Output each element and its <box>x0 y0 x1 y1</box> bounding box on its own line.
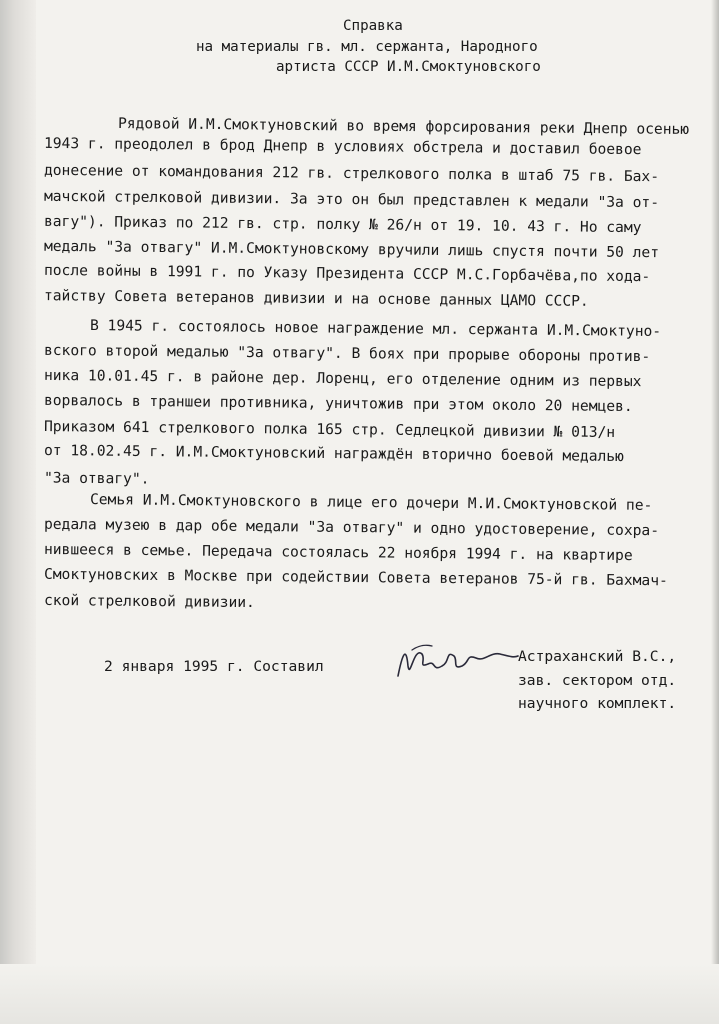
signer-position-line-1: зав. сектором отд. <box>518 672 677 689</box>
signer-position-line-2: научного комплект. <box>518 695 677 712</box>
heading-line-3: артиста СССР И.М.Смоктуновского <box>276 59 541 75</box>
paragraph-2-line: В 1945 г. состоялось новое награждение мл. сержанта И.М.Смоктуно- <box>89 317 662 340</box>
paragraph-2-line: вского второй медалью "За отвагу". В боях при прорыве обороны против- <box>43 341 651 366</box>
page-fold-shadow <box>0 0 36 1024</box>
paragraph-2-line: ника 10.01.45 г. в районе дер. Лоренц, его отделение одним из первых <box>43 366 642 391</box>
page-bottom-shade <box>0 964 719 1024</box>
heading-line-2: на материалы гв. мл. сержанта, Народного <box>196 39 538 55</box>
page-edge-shadow <box>711 0 719 1024</box>
paragraph-1-line: донесение от командования 212 гв. стрелкового полка в штаб 75 гв. Бах- <box>43 161 660 186</box>
paragraph-1-line: медаль "За отвагу" И.М.Смоктуновскому вручили лишь спустя почти 50 лет <box>43 237 660 262</box>
paragraph-2-line: от 18.02.45 г. И.М.Смоктуновский награждён вторично боевой медалью <box>43 441 624 466</box>
paragraph-3-line: ской стрелковой дивизии. <box>43 591 255 612</box>
paragraph-1-line: тайству Совета ветеранов дивизии и на основе данных ЦАМО СССР. <box>43 287 589 310</box>
paragraph-3-line: Смоктуновских в Москве при содействии Совета ветеранов 75-й гв. Бахмач- <box>43 565 668 590</box>
signer-name: Астраханский В.С., <box>518 648 677 665</box>
paragraph-3-line: редала музею в дар обе медали "За отвагу" и одно удостоверение, сохра- <box>43 515 660 540</box>
paragraph-1-line: после войны в 1991 г. по Указу Президента СССР М.С.Горбачёва,по хода- <box>43 261 651 286</box>
paragraph-1-line: мачской стрелковой дивизии. За это он был представлен к медали "За от- <box>43 187 660 212</box>
handwritten-signature <box>392 636 522 686</box>
paragraph-3-line: нившееся в семье. Передача состоялась 22 ноября 1994 г. на квартире <box>43 540 633 565</box>
heading-title: Справка <box>343 18 403 34</box>
paragraph-1-line: Рядовой И.М.Смоктуновский во время форсирования реки Днепр осенью <box>117 115 690 138</box>
paragraph-2-line: Приказом 641 стрелкового полка 165 стр. Седлецкой дивизии № 013/н <box>43 418 616 441</box>
paragraph-2-line: ворвалось в траншеи противника, уничтожив при этом около 20 немцев. <box>43 391 633 416</box>
paragraph-3-line: Семья И.М.Смоктуновского в лице его дочери М.И.Смоктуновской пе- <box>89 491 653 514</box>
paragraph-2-line: "За отвагу". <box>43 469 150 488</box>
paragraph-1-line: 1943 г. преодолел в брод Днепр в условиях обстрела и доставил боевое <box>43 134 642 159</box>
paragraph-1-line: вагу"). Приказ по 212 гв. стр. полку № 26/н от 19. 10. 43 г. Но саму <box>43 212 642 237</box>
date-line: 2 января 1995 г. Составил <box>104 658 324 675</box>
